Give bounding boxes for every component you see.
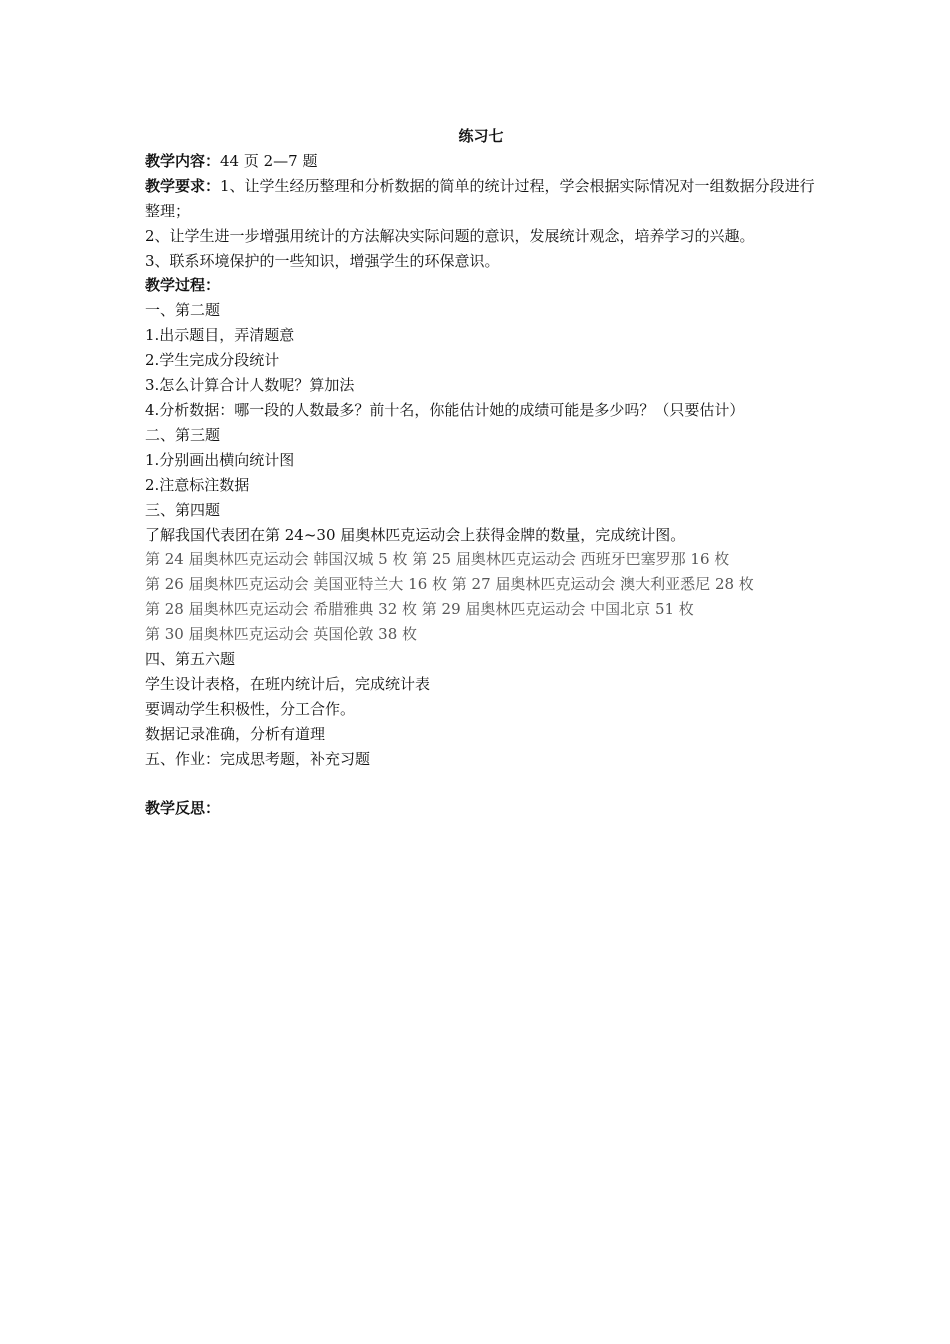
requirements-text-1: 1、让学生经历整理和分析数据的简单的统计过程，学会根据实际情况对一组数据分段进行整理； (145, 176, 815, 220)
requirements-item-1 (145, 174, 817, 224)
section-1-line-2: 2.学生完成分段统计 (145, 351, 280, 370)
section-3-title: 三、第四题 (145, 500, 221, 519)
requirements-label: 教学要求： (145, 176, 221, 195)
section-2-line-2: 2.注意标注数据 (145, 475, 250, 494)
section-4-line-1: 学生设计表格，在班内统计后，完成统计表 (145, 674, 431, 693)
section-4-line-2: 要调动学生积极性，分工合作。 (145, 699, 356, 718)
section-4-line-3: 数据记录准确，分析有道理 (145, 724, 326, 743)
olympics-line-2: 第 26 届奥林匹克运动会 美国亚特兰大 16 枚 第 27 届奥林匹克运动会 澳大利亚悉尼 28 枚 (145, 575, 754, 594)
process-label: 教学过程： (145, 276, 221, 295)
olympics-line-4: 第 30 届奥林匹克运动会 英国伦敦 38 枚 (145, 625, 418, 644)
section-1-line-1: 1.出示题目，弄清题意 (145, 326, 295, 345)
olympics-line-1: 第 24 届奥林匹克运动会 韩国汉城 5 枚 第 25 届奥林匹克运动会 西班牙巴塞罗那 16 枚 (145, 550, 730, 569)
section-5-title: 五、作业：完成思考题，补充习题 (145, 749, 371, 768)
olympics-line-3: 第 28 届奥林匹克运动会 希腊雅典 32 枚 第 29 届奥林匹克运动会 中国北京 51 枚 (145, 600, 694, 619)
document-title: 练习七 (458, 127, 504, 145)
section-4-title: 四、第五六题 (145, 650, 236, 669)
section-3-intro: 了解我国代表团在第 24~30 届奥林匹克运动会上获得金牌的数量，完成统计图。 (145, 525, 686, 544)
reflection-label: 教学反思： (145, 799, 221, 818)
content-line (145, 149, 817, 174)
section-1-line-4: 4.分析数据：哪一段的人数最多？前十名，你能估计她的成绩可能是多少吗？（只要估计） (145, 400, 745, 419)
spacer (145, 772, 817, 797)
document-page (145, 124, 817, 821)
content-text: 44 页 2—7 题 (220, 151, 318, 170)
requirements-item-3: 3、联系环境保护的一些知识，增强学生的环保意识。 (145, 251, 500, 270)
content-label: 教学内容： (145, 151, 221, 170)
requirements-item-2: 2、让学生进一步增强用统计的方法解决实际问题的意识，发展统计观念，培养学习的兴趣。 (145, 226, 755, 245)
section-2-title: 二、第三题 (145, 425, 221, 444)
section-2-line-1: 1.分别画出横向统计图 (145, 450, 295, 469)
section-1-title: 一、第二题 (145, 301, 221, 320)
section-1-line-3: 3.怎么计算合计人数呢？算加法 (145, 376, 355, 395)
